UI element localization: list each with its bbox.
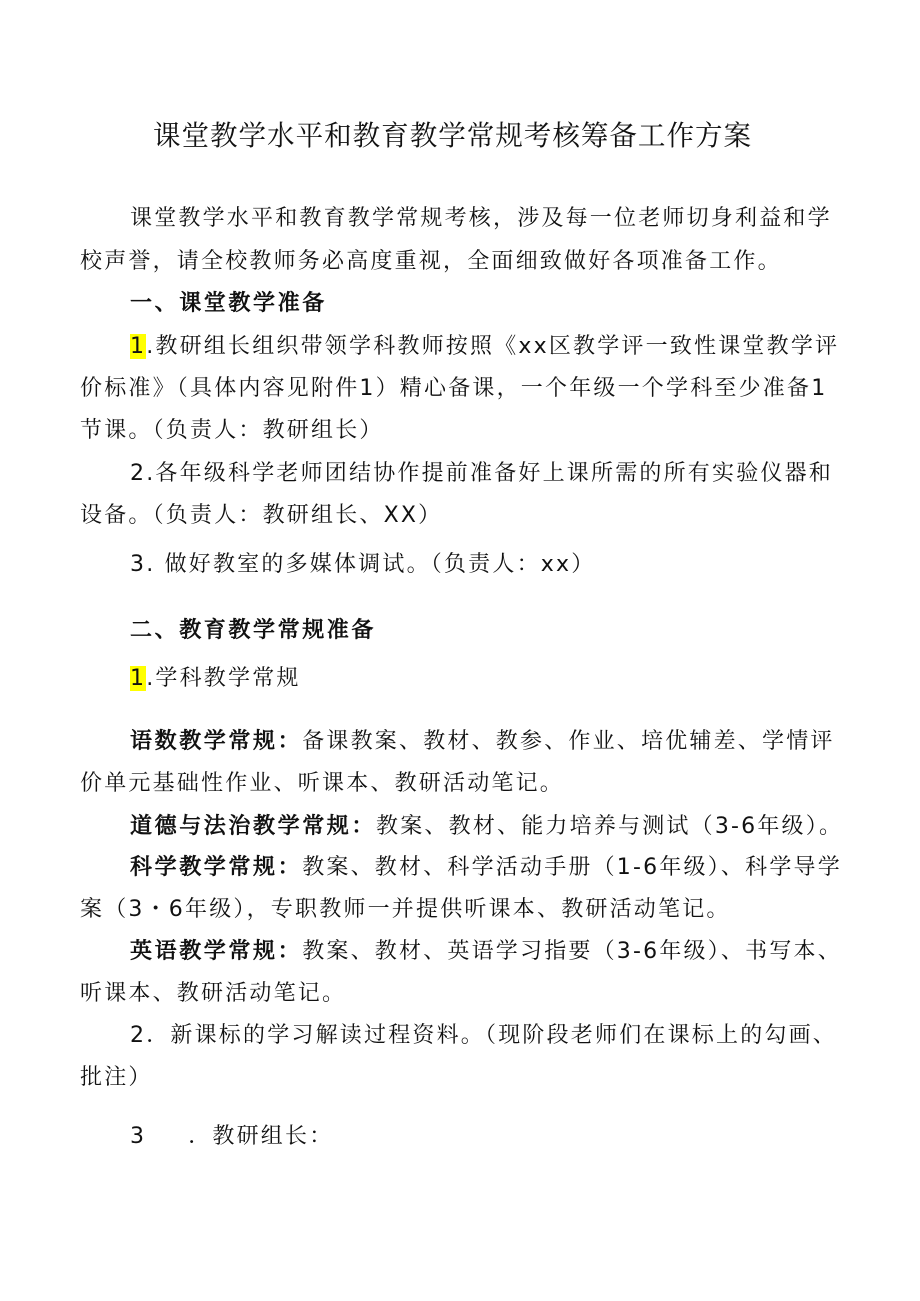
section-2-item-1 (130, 663, 301, 695)
section-1-item-2-line-2: 设备。（负责人：教研组长、XX） (80, 503, 443, 528)
yushu-label: 语数教学常规： (130, 729, 303, 754)
yingyu-line-2: 听课本、教研活动笔记。 (80, 981, 347, 1006)
yingyu-line-1 (130, 936, 842, 968)
item-text: ．教研组长： (188, 1124, 334, 1149)
kexue-text: 教案、教材、科学活动手册（1-6年级）、科学导学 (302, 855, 842, 880)
section-2-heading: 二、教育教学常规准备 (130, 618, 377, 643)
section-2-item-2-line-1: 2．新课标的学习解读过程资料。（现阶段老师们在课标上的勾画、 (130, 1023, 837, 1048)
item-text: .学科教学常规 (146, 666, 301, 691)
intro-line-1: 课堂教学水平和教育教学常规考核，涉及每一位老师切身利益和学 (130, 206, 832, 231)
yingyu-label: 英语教学常规： (130, 939, 303, 964)
section-1-item-1-line-2: 价标准》（具体内容见附件1）精心备课，一个年级一个学科至少准备1 (80, 376, 828, 401)
intro-line-2: 校声誉，请全校教师务必高度重视，全面细致做好各项准备工作。 (80, 249, 782, 274)
yushu-text: 备课教案、教材、教参、作业、培优辅差、学情评 (302, 729, 835, 754)
daode-label: 道德与法治教学常规： (130, 814, 377, 839)
yingyu-text: 教案、教材、英语学习指要（3-6年级）、书写本、 (302, 939, 842, 964)
highlighted-number: 1 (130, 666, 147, 691)
section-1-item-1-line-3: 节课。（负责人：教研组长） (80, 418, 384, 443)
section-1-item-2-line-1: 2.各年级科学老师团结协作提前准备好上课所需的所有实验仪器和 (130, 461, 833, 486)
section-1-item-1-line-1 (130, 331, 839, 363)
section-1-heading: 一、课堂教学准备 (130, 291, 327, 316)
section-2-item-3 (130, 1121, 333, 1153)
section-1-item-3-line-1: 3. 做好教室的多媒体调试。（负责人：xx） (130, 552, 596, 577)
item-text: .教研组长组织带领学科教师按照《xx区教学评一致性课堂教学评 (146, 334, 840, 359)
kexue-label: 科学教学常规： (130, 855, 303, 880)
item-number: 3 (130, 1124, 147, 1149)
kexue-line-1 (130, 852, 842, 884)
kexue-line-2: 案（3・6年级），专职教师一并提供听课本、教研活动笔记。 (80, 897, 731, 922)
highlighted-number: 1 (130, 334, 147, 359)
document-title: 课堂教学水平和教育教学常规考核筹备工作方案 (152, 119, 753, 152)
yushu-line-2: 价单元基础性作业、听课本、教研活动笔记。 (80, 771, 565, 796)
daode-line (130, 811, 843, 843)
yushu-line-1 (130, 726, 835, 758)
daode-text: 教案、教材、能力培养与测试（3-6年级）。 (376, 814, 844, 839)
section-2-item-2-line-2: 批注） (80, 1065, 153, 1090)
